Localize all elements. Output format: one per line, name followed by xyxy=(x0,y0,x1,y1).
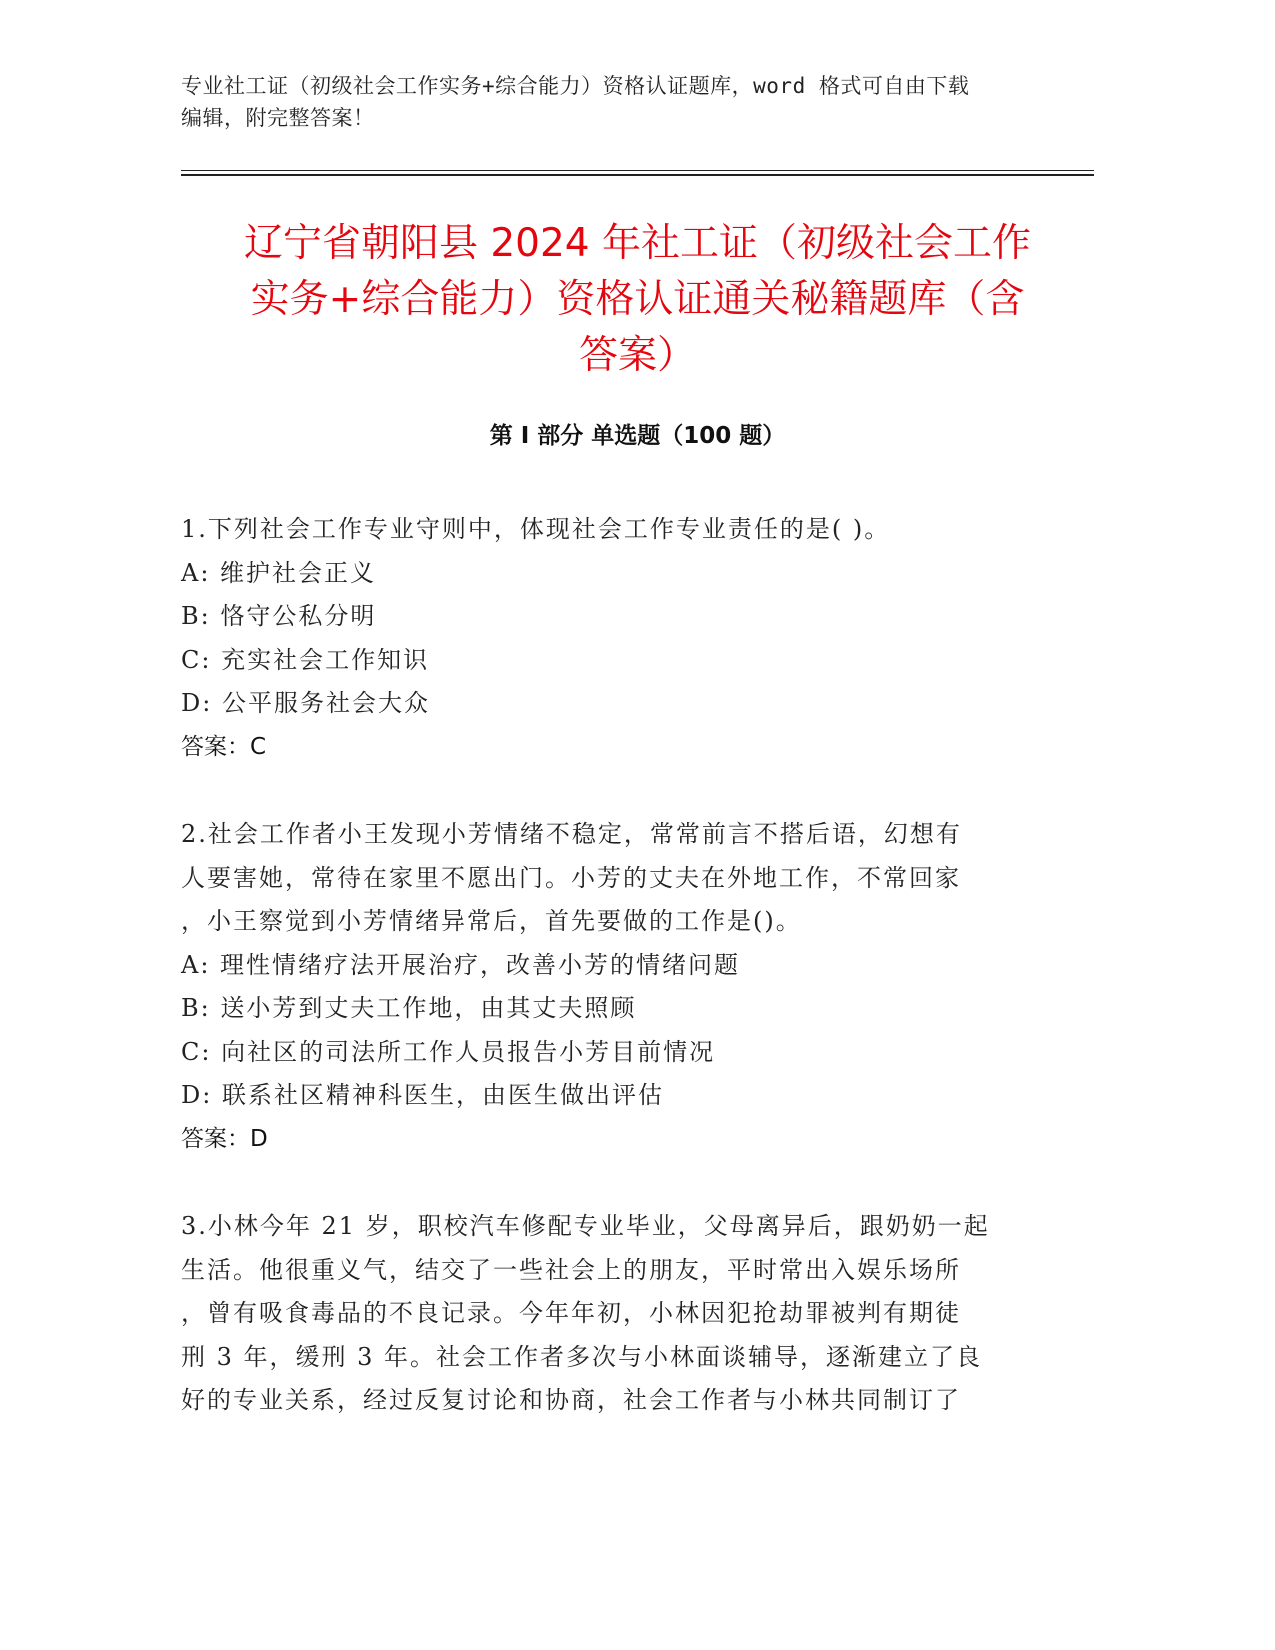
question-2-option-c: C: 向社区的司法所工作人员报告小芳目前情况 xyxy=(181,1037,716,1066)
question-2-answer: 答案：D xyxy=(181,1125,268,1152)
document-title xyxy=(160,216,1115,384)
question-list xyxy=(181,508,1051,1467)
question-2-option-a: A: 理性情绪疗法开展治疗，改善小芳的情绪问题 xyxy=(181,950,741,979)
question-2-text-line-2: 人要害她，常待在家里不愿出门。小芳的丈夫在外地工作，不常回家 xyxy=(181,863,961,892)
question-1-option-c: C: 充实社会工作知识 xyxy=(181,645,430,674)
question-1-option-d: D: 公平服务社会大众 xyxy=(181,689,430,717)
header-line-1: 专业社工证（初级社会工作实务+综合能力）资格认证题库，word 格式可自由下载 xyxy=(181,74,970,98)
question-3-text-line-2: 生活。他很重义气，结交了一些社会上的朋友，平时常出入娱乐场所 xyxy=(181,1255,961,1284)
section-title: 第 I 部分 单选题（100 题） xyxy=(489,423,786,449)
question-2-text-line-3: ，小王察觉到小芳情绪异常后，首先要做的工作是()。 xyxy=(181,907,802,935)
header-line-2: 编辑，附完整答案！ xyxy=(181,106,375,130)
question-1 xyxy=(181,508,1051,769)
question-3 xyxy=(181,1205,1051,1423)
question-2-text-line-1: 2.社会工作者小王发现小芳情绪不稳定，常常前言不搭后语，幻想有 xyxy=(181,820,962,848)
question-3-text-line-5: 好的专业关系，经过反复讨论和协商，社会工作者与小林共同制订了 xyxy=(181,1386,961,1414)
header-divider-thin xyxy=(181,170,1094,171)
question-1-answer: 答案：C xyxy=(181,733,267,760)
title-line-3: 答案） xyxy=(578,333,696,378)
question-1-option-b: B: 恪守公私分明 xyxy=(181,602,377,630)
question-2 xyxy=(181,813,1051,1161)
question-3-text-line-4: 刑 3 年，缓刑 3 年。社会工作者多次与小林面谈辅导，逐渐建立了良 xyxy=(181,1342,983,1371)
question-2-option-b: B: 送小芳到丈夫工作地，由其丈夫照顾 xyxy=(181,994,637,1022)
header-divider-thick xyxy=(181,174,1094,176)
title-line-1: 辽宁省朝阳县 2024 年社工证（初级社会工作 xyxy=(243,221,1032,266)
page-header xyxy=(181,70,1061,134)
question-2-option-d: D: 联系社区精神科医生，由医生做出评估 xyxy=(181,1081,664,1109)
question-1-text: 1.下列社会工作专业守则中，体现社会工作专业责任的是( )。 xyxy=(181,515,891,543)
question-3-text-line-3: ，曾有吸食毒品的不良记录。今年年初，小林因犯抢劫罪被判有期徒 xyxy=(181,1299,961,1327)
question-1-option-a: A: 维护社会正义 xyxy=(181,558,377,587)
question-3-text-line-1: 3.小林今年 21 岁，职校汽车修配专业毕业，父母离异后，跟奶奶一起 xyxy=(181,1212,990,1240)
title-line-2: 实务+综合能力）资格认证通关秘籍题库（含 xyxy=(250,277,1025,322)
